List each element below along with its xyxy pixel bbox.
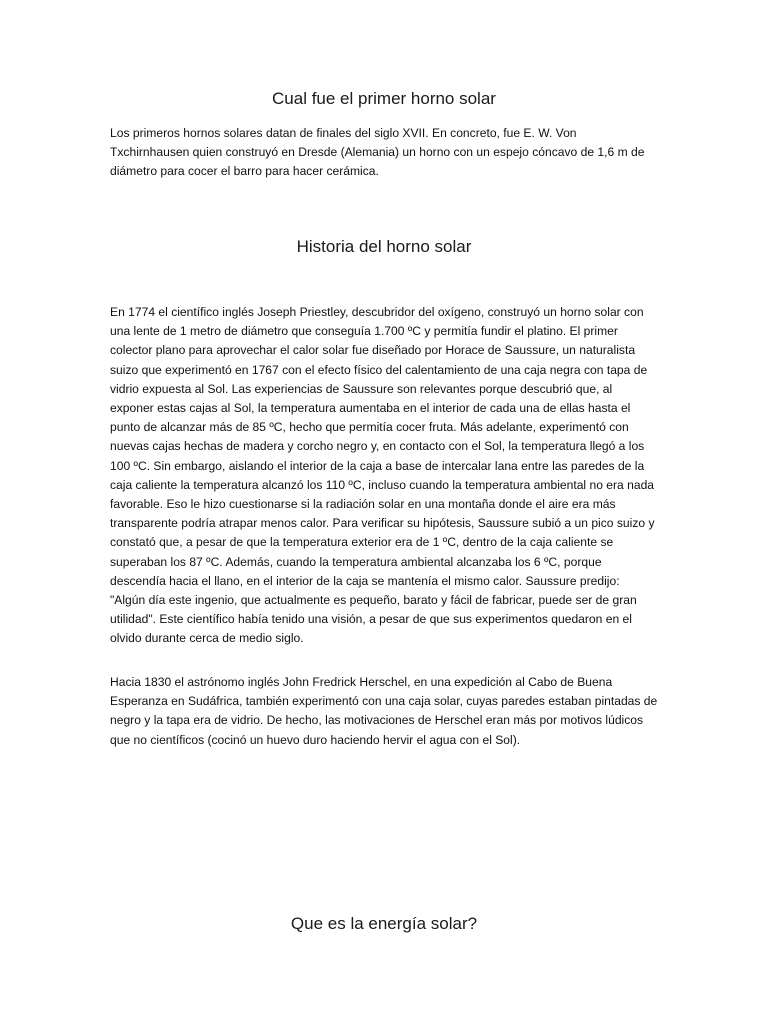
section-heading-primer-horno: Cual fue el primer horno solar xyxy=(272,89,496,108)
paragraph-historia-1: En 1774 el científico inglés Joseph Priestley, descubridor del oxígeno, construyó un horno solar con una lente de 1 metro de diámetro que conseguía 1.700 ºC y permitía fundir el platino. El primer colector plano para aprovechar el calor solar fue diseñado por Horace de Saussure, un naturalista suizo que experimentó en 1767 con el efecto físico del calentamiento de una caja negra con tapa de vidrio expuesta al Sol. Las experiencias de Saussure son relevantes porque descubrió que, al exponer estas cajas al Sol, la temperatura aumentaba en el interior de cada una de ellas hasta el punto de alcanzar más de 85 ºC, hecho que permitía cocer fruta. Más adelante, experimentó con nuevas cajas hechas de madera y corcho negro y, en contacto con el Sol, la temperatura llegó a los 100 ºC. Sin embargo, aislando el interior de la caja a base de intercalar lana entre las paredes de la caja caliente la temperatura alcanzó los 110 ºC, incluso cuando la temperatura ambiental no era nada favorable. Eso le hizo cuestionarse si la radiación solar en una montaña donde el aire era más transparente podría atrapar menos calor. Para verificar su hipótesis, Saussure subió a un pico suizo y constató que, a pesar de que la temperatura exterior era de 1 ºC, dentro de la caja caliente se superaban los 87 ºC. Además, cuando la temperatura ambiental alcanzaba los 6 ºC, porque descendía hacia el llano, en el interior de la caja se mantenía el mismo calor. Saussure predijo: "Algún día este ingenio, que actualmente es pequeño, barato y fácil de fabricar, puede ser de gran utilidad". Este científico había tenido una visión, a pesar de que sus experimentos quedaron en el olvido durante cerca de medio siglo. xyxy=(110,305,655,646)
section-heading-historia: Historia del horno solar xyxy=(296,237,472,256)
section-heading-energia-solar: Que es la energía solar? xyxy=(290,914,478,933)
paragraph-primer-horno: Los primeros hornos solares datan de finales del siglo XVII. En concreto, fue E. W. Von Txchirnhausen quien construyó en Dresde (Alemania) un horno con un espejo cóncavo de 1,6 m de diámetro para cocer el barro para hacer cerámica. xyxy=(110,126,645,179)
paragraph-historia-2: Hacia 1830 el astrónomo inglés John Fredrick Herschel, en una expedición al Cabo de Buena Esperanza en Sudáfrica, también experimentó con una caja solar, cuyas paredes estaban pintadas de negro y la tapa era de vidrio. De hecho, las motivaciones de Herschel eran más por motivos lúdicos que no científicos (cocinó un huevo duro haciendo hervir el agua con el Sol). xyxy=(110,675,658,747)
